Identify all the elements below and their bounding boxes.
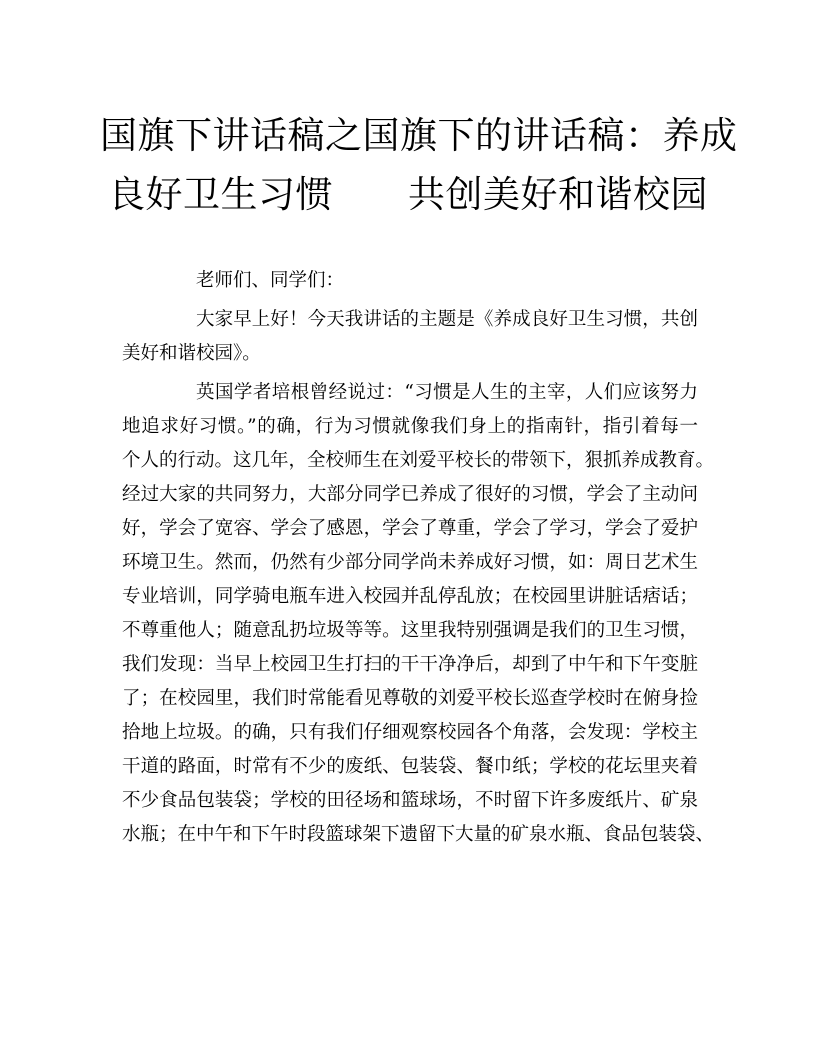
paragraph-2-line: 不少食品包装袋；学校的田径场和篮球场，不时留下许多废纸片、矿泉 [122, 790, 698, 811]
document-body [122, 264, 715, 857]
paragraph-2-line: 好，学会了宽容、学会了感恩，学会了尊重，学会了学习，学会了爱护 [122, 518, 698, 539]
paragraph-2-line: 地追求好习惯。”的确，行为习惯就像我们身上的指南针，指引着每一 [122, 416, 698, 437]
paragraph-2-line: 环境卫生。然而，仍然有少部分同学尚未养成好习惯，如：周日艺术生 [122, 552, 698, 573]
paragraph-1-line: 美好和谐校园》。 [122, 343, 261, 364]
paragraph-2-line: 专业培训，同学骑电瓶车进入校园并乱停乱放；在校园里讲脏话痞话； [122, 586, 698, 607]
paragraph-2-line: 个人的行动。这几年，全校师生在刘爱平校长的带领下，狠抓养成教育。 [122, 450, 715, 471]
paragraph-1 [122, 303, 698, 371]
paragraph-2-line: 不尊重他人；随意乱扔垃圾等等。这里我特别强调是我们的卫生习惯， [122, 620, 698, 641]
paragraph-2-line: 了；在校园里，我们时常能看见尊敬的刘爱平校长巡查学校时在俯身捡 [122, 688, 698, 709]
greeting-text: 老师们、同学们： [196, 270, 345, 291]
paragraph-2-line: 干道的路面，时常有不少的废纸、包装袋、餐巾纸；学校的花坛里夹着 [122, 756, 698, 777]
title-line-2: 良好卫生习惯 共创美好和谐校园 [108, 173, 708, 216]
paragraph-2 [122, 376, 715, 852]
document-title [100, 106, 738, 224]
paragraph-2-line: 拾地上垃圾。的确，只有我们仔细观察校园各个角落，会发现：学校主 [122, 722, 698, 743]
paragraph-2-line: 水瓶；在中午和下午时段篮球架下遗留下大量的矿泉水瓶、食品包装袋、 [122, 824, 715, 845]
paragraph-1-line: 大家早上好！今天我讲话的主题是《养成良好卫生习惯，共创 [196, 309, 698, 330]
paragraph-2-line: 经过大家的共同努力，大部分同学已养成了很好的习惯，学会了主动问 [122, 484, 698, 505]
paragraph-2-line: 英国学者培根曾经说过：“习惯是人生的主宰，人们应该努力 [196, 382, 698, 403]
paragraph-2-line: 我们发现：当早上校园卫生打扫的干干净净后，却到了中午和下午变脏 [122, 654, 698, 675]
greeting-paragraph [122, 264, 698, 298]
title-line-1: 国旗下讲话稿之国旗下的讲话稿：养成 [100, 114, 738, 157]
